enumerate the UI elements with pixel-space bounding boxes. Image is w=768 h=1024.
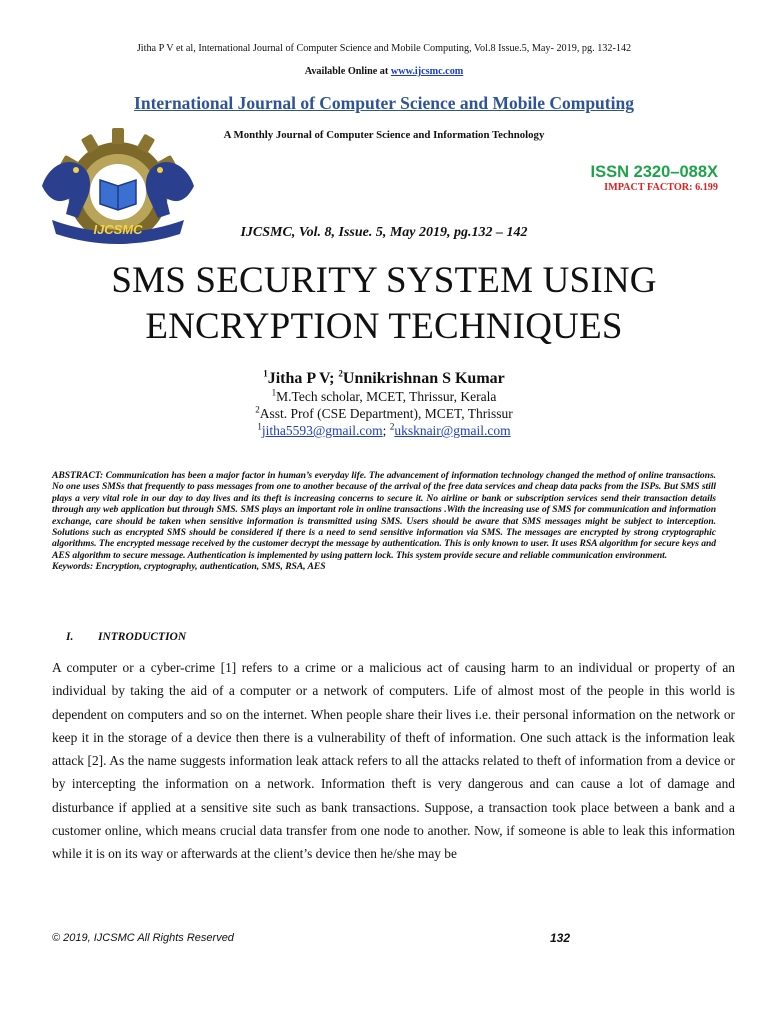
author-emails [0,423,768,439]
page-number: 132 [550,931,571,945]
issn: ISSN 2320–088X [590,163,718,181]
affiliation-1 [0,389,768,405]
email1-link[interactable]: jitha5593@gmail.com [261,423,383,438]
abstract-block [52,470,716,573]
logo-text: IJCSMC [93,222,143,237]
author2: Unnikrishnan S Kumar [342,370,505,387]
email2-link[interactable]: uksknair@gmail.com [394,423,511,438]
paper-title [0,258,768,350]
journal-title: International Journal of Computer Science and Mobile Computing [134,93,634,113]
aff1-sup: 1 [271,387,277,398]
email-separator: ; [382,423,390,438]
abstract-text: ABSTRACT: Communication has been a major factor in human’s everyday life. The advancement of information technology changed the method of online transactions. No one uses SMSs that frequently to pass messages from one to another because of the arrival of the free data services and cheap data packs from the ISPs. But SMS still plays a very vital role in our day to day lives and its theft is increasing concerns to secure it. No airline or bank or subscription services send their transaction details through any web application but through SMS. SMS plays an important role in online transactions .With the increasing use of SMS for communication and information exchange, care should be taken when sensitive information is transmitted using SMS. Users should be aware that SMS messages might be subject to interception. Solutions such as encrypted SMS should be considered if there is a need to send sensitive information via SMS. The messages are encrypted by strong cryptographic algorithms. The encrypted message received by the customer decrypt the message by authentication. This is only known to user. It uses RSA algorithm for secure keys and AES algorithm to secure message. Authentication is implemented by using pattern lock. This system provide secure and reliable communication environment. [52,470,716,561]
aff2-sup: 2 [255,404,260,415]
available-online [0,66,768,77]
aff1-text: M.Tech scholar, MCET, Thrissur, Kerala [276,389,497,404]
author2-sup: 2 [338,368,343,379]
footer-copyright: © 2019, IJCSMC All Rights Reserved [52,932,234,944]
citation-line: IJCSMC, Vol. 8, Issue. 5, May 2019, pg.132 – 142 [240,225,528,240]
journal-website-link[interactable]: www.ijcsmc.com [390,66,464,77]
title-line-1: SMS SECURITY SYSTEM USING [111,260,657,301]
title-line-2: ENCRYPTION TECHNIQUES [145,306,623,347]
running-head: Jitha P V et al, International Journal of Computer Science and Mobile Computing, Vol.8 Issue.5, May- 2019, pg. 132-142 [136,43,632,54]
affiliation-2 [0,406,768,422]
impact-factor: IMPACT FACTOR: 6.199 [604,182,718,193]
introduction-paragraph: A computer or a cyber-crime [1] refers to a crime or a malicious act of causing harm to an individual or property of an individual by taking the aid of a computer or a network of computers. Life of almost most of the people in this world is dependent on computers and so on the internet. When people share their lives i.e. their personal information on the network or keep it in the storage of a device then there is a vulnerability of theft of information. One such attack is the information leak attack [2]. As the name suggests information leak attack refers to all the attacks related to theft of information from a device or by intercepting the information on a network. Information theft is very dangerous and can cause a lot of damage and disturbance if applied at a sensitive site such as bank transactions. Suppose, a transaction took place between a bank and a customer online, which means crucial data transfer from one node to another. Now, if someone is able to leak this information while it is on its way or afterwards at the client’s device then he/she may be [52,660,735,862]
section-number: I. [66,631,74,643]
section-title: INTRODUCTION [98,631,187,643]
author1: Jitha P V; [267,370,339,387]
section-heading [66,631,186,643]
author1-sup: 1 [263,368,268,379]
email2-sup: 2 [389,421,395,432]
keywords: Keywords: Encryption, cryptography, authentication, SMS, RSA, AES [52,561,326,573]
email1-sup: 1 [257,421,262,432]
journal-subtitle: A Monthly Journal of Computer Science and Information Technology [223,129,545,141]
aff2-text: Asst. Prof (CSE Department), MCET, Thrissur [259,406,513,421]
authors [0,370,768,388]
available-label: Available Online at [304,66,391,77]
